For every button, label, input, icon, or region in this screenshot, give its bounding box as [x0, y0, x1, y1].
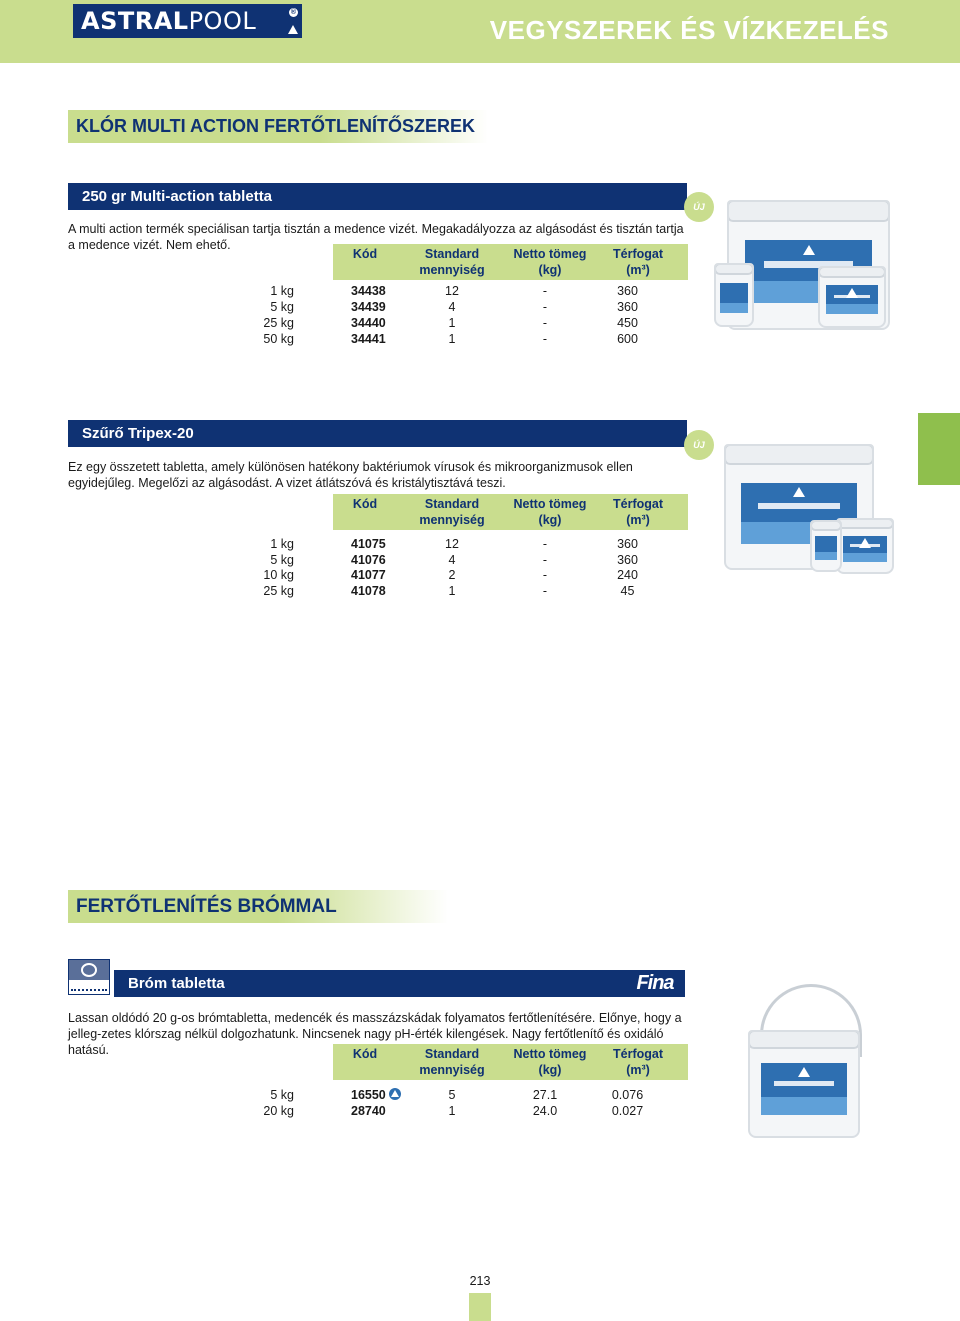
pool-spa-icon — [68, 959, 110, 995]
header-standard: Standard mennyiség — [419, 247, 485, 277]
new-badge: ÚJ — [684, 192, 714, 222]
table-row: 5 kg 34439 4 - 360 — [270, 300, 638, 314]
header-volume: Térfogat (m³) — [613, 247, 663, 277]
header-code: Kód — [352, 1047, 378, 1061]
product-header-tripex — [68, 420, 687, 447]
table-row: 1 kg 41075 12 - 360 — [270, 537, 638, 551]
section-title-chlorine: KLÓR MULTI ACTION FERTŐTLENÍTŐSZEREK — [68, 110, 488, 143]
table-row: 25 kg 41078 1 - 45 — [263, 584, 635, 598]
product-description: A multi action termék speciálisan tartja tisztán a medence vizét. Megakadályozza az algásodást és tisztán tartja a medence vizét. Nem ehető. — [68, 222, 684, 252]
side-tab-marker — [918, 413, 960, 485]
product-title: 250 gr Multi-action tabletta — [82, 188, 273, 205]
table-row: 5 kg 41076 4 - 360 — [270, 553, 638, 567]
bucket-bromine — [748, 1030, 860, 1138]
product-header-bromine — [114, 970, 625, 997]
table-row: 20 kg 28740 1 24.0 0.027 — [263, 1104, 644, 1118]
astralpool-mark-icon — [389, 1088, 401, 1100]
jar-small — [714, 263, 754, 327]
registered-icon: ® — [290, 9, 297, 16]
header-net-weight: Netto tömeg (kg) — [513, 497, 587, 527]
table-row: 50 kg 34441 1 - 600 — [263, 332, 638, 346]
section-title-bromine: FERTŐTLENÍTÉS BRÓMMAL — [68, 890, 448, 923]
table-header — [333, 494, 688, 530]
bucket-medium — [818, 266, 886, 328]
header-net-weight: Netto tömeg (kg) — [513, 247, 587, 277]
page-number: 213 — [469, 1274, 491, 1288]
bucket-medium — [836, 518, 894, 574]
astralpool-logo — [73, 4, 302, 38]
header-volume: Térfogat (m³) — [613, 1047, 663, 1077]
product-title: Bróm tabletta — [128, 975, 225, 992]
page-tab-marker — [469, 1293, 491, 1321]
table-row: 10 kg 41077 2 - 240 — [263, 568, 638, 582]
table-row: 5 kg 16550 5 27.1 0.076 — [270, 1088, 644, 1102]
page-title: VEGYSZEREK ÉS VÍZKEZELÉS — [489, 15, 889, 45]
logo-text-pool: POOL — [188, 7, 257, 35]
product-header-multi-action — [68, 183, 687, 210]
header-code: Kód — [352, 247, 378, 261]
header-net-weight: Netto tömeg (kg) — [513, 1047, 587, 1077]
table-header — [333, 1044, 688, 1080]
product-title: Szűrő Tripex-20 — [82, 425, 194, 442]
header-standard: Standard mennyiség — [419, 1047, 485, 1077]
table-row: 1 kg 34438 12 - 360 — [270, 284, 638, 298]
product-description: Lassan oldódó 20 g-os brómtabletta, medencék és masszázskádak folyamatos fertőtlenítésére. Előnye, hogy a jelleg-zetes klórszag nélkül dolgozhatunk. Nincsenek nagy pH-érték kilengések. Nagy fertőtlenítő és oxidáló hatású. — [68, 1011, 682, 1057]
new-badge: ÚJ — [684, 430, 714, 460]
table-header — [333, 244, 688, 280]
header-volume: Térfogat (m³) — [613, 497, 663, 527]
fina-logo: Fina — [625, 970, 685, 997]
jar-small — [810, 520, 842, 572]
triangle-mark-icon — [288, 25, 298, 34]
header-standard: Standard mennyiség — [419, 497, 485, 527]
header-code: Kód — [352, 497, 378, 511]
logo-text-astral: ASTRAL — [81, 7, 189, 35]
product-description: Ez egy összetett tabletta, amely különösen hatékony baktériumok vírusok és mikroorganizmusok ellen egyidejűleg. Megelőzi az algásodást. A vizet átlátszóvá és kristálytisztává teszi. — [68, 460, 633, 490]
table-row: 25 kg 34440 1 - 450 — [263, 316, 638, 330]
